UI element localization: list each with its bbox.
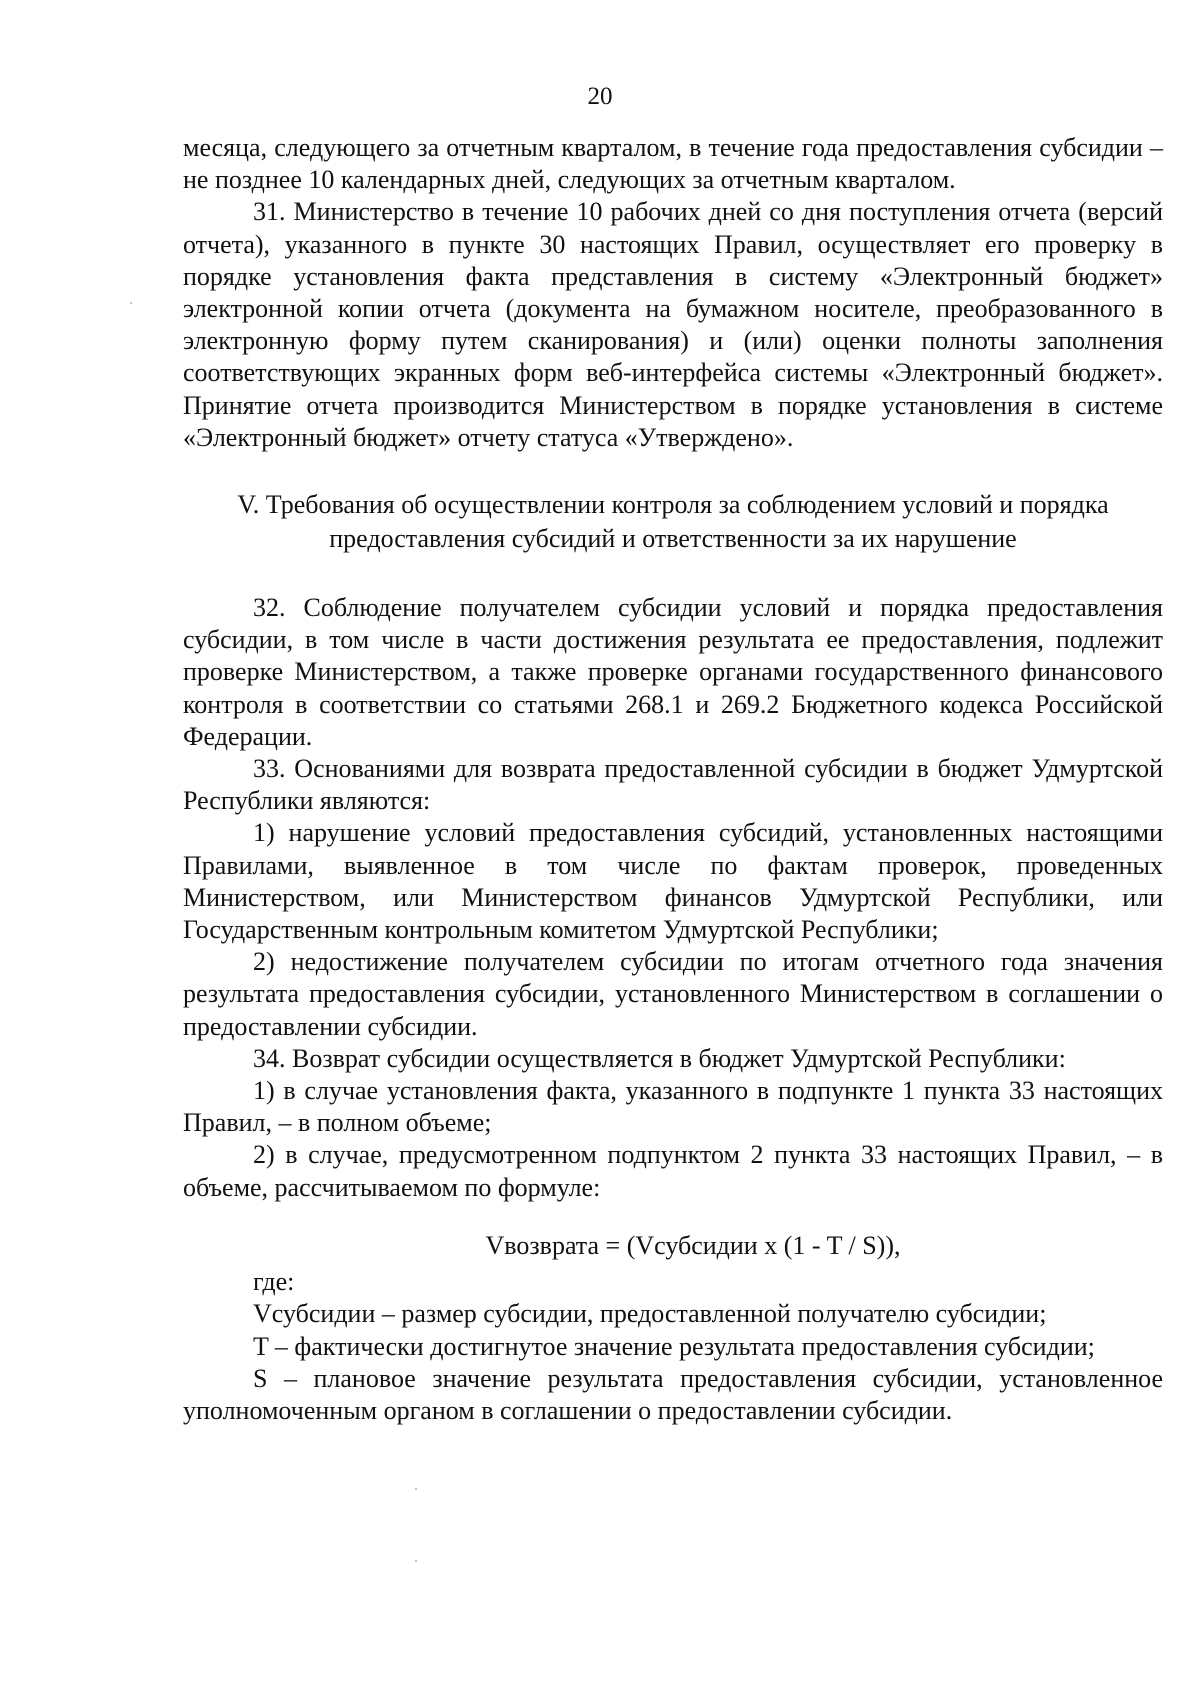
scan-speck [130,302,132,304]
paragraph-34-item-2: 2) в случае, предусмотренном подпунктом 2 пункта 33 настоящих Правил, – в объеме, рассчитываемом по формуле: [183,1140,1163,1202]
spacer [183,556,1163,592]
paragraph-33: 33. Основаниями для возврата предоставленной субсидии в бюджет Удмуртской Республики являются: [183,754,1163,816]
scan-speck [415,1488,417,1490]
scan-speck [415,1560,417,1562]
document-body [183,132,1163,1427]
page-number: 20 [587,83,613,110]
spacer [183,1204,1163,1230]
definition-v-subsidy: Vсубсидии – размер субсидии, предоставленной получателю субсидии; [253,1299,1047,1329]
paragraph-33-item-1: 1) нарушение условий предоставления субсидий, установленных настоящими Правилами, выявленное в том числе по фактам проверок, проведенных Министерством, или Министерством финансов Удмуртской Республики, или Государственным контрольным комитетом Удмуртской Республики; [183,818,1163,945]
spacer [183,454,1163,488]
paragraph-33-item-2: 2) недостижение получателем субсидии по итогам отчетного года значения результата предоставления субсидии, установленного Министерством в соглашении о предоставлении субсидии. [183,947,1163,1041]
paragraph-34: 34. Возврат субсидии осуществляется в бюджет Удмуртской Республики: [253,1043,1066,1073]
definition-s: S – плановое значение результата предоставления субсидии, установленное уполномоченным органом в соглашении о предоставлении субсидии. [183,1363,1163,1425]
definition-t: T – фактически достигнутое значение результата предоставления субсидии; [253,1331,1095,1361]
paragraph-32: 32. Соблюдение получателем субсидии условий и порядка предоставления субсидии, в том числе в части достижения результата ее предоставления, подлежит проверке Министерством, а также проверке органами государственного финансового контроля в соответствии со статьями 268.1 и 269.2 Бюджетного кодекса Российской Федерации. [183,593,1163,751]
refund-formula: Vвозврата = (Vсубсидии x (1 - T / S)), [485,1230,901,1260]
section-heading: V. Требования об осуществлении контроля за соблюдением условий и порядка предоставления субсидий и ответственности за их нарушение [237,490,1109,554]
paragraph-continuation: месяца, следующего за отчетным кварталом, в течение года предоставления субсидии – не позднее 10 календарных дней, следующих за отчетным кварталом. [183,133,1163,195]
paragraph-31: 31. Министерство в течение 10 рабочих дней со дня поступления отчета (версий отчета), указанного в пункте 30 настоящих Правил, осуществляет его проверку в порядке установления факта представления в систему «Электронный бюджет» электронной копии отчета (документа на бумажном носителе, преобразованного в электронную форму путем сканирования) и (или) оценки полноты заполнения соответствующих экранных форм веб-интерфейса системы «Электронный бюджет». Принятие отчета производится Министерством в порядке установления в системе «Электронный бюджет» отчету статуса «Утверждено». [183,197,1163,452]
paragraph-34-item-1: 1) в случае установления факта, указанного в подпункте 1 пункта 33 настоящих Правил, – в полном объеме; [183,1076,1163,1138]
formula-where-label: где: [253,1267,295,1297]
